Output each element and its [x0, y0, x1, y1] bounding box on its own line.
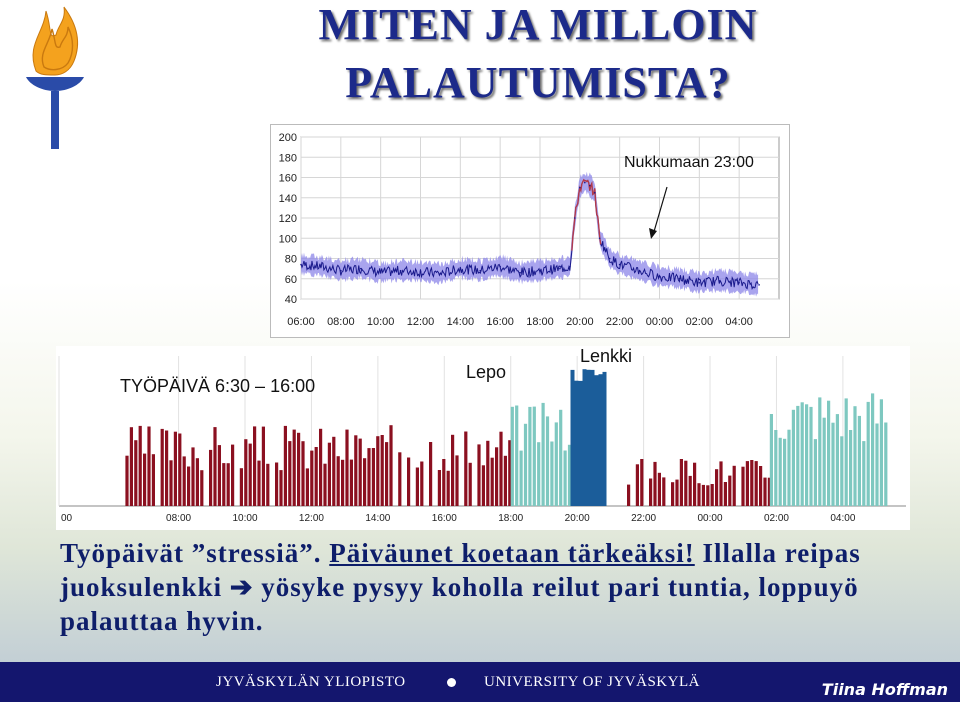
activity-bar-recovery [796, 406, 799, 506]
activity-bar-exercise [591, 370, 595, 506]
caption-part-run: Illalla reipas juoksulenkki [60, 538, 861, 602]
activity-bar-stress [719, 461, 722, 506]
activity-x-tick-label: 22:00 [631, 513, 657, 524]
activity-bar-stress [341, 460, 344, 506]
activity-bar-stress [165, 431, 168, 507]
heart-rate-point [460, 268, 462, 270]
activity-bar-stress [279, 470, 282, 506]
activity-bar-stress [169, 460, 172, 506]
activity-bar-exercise [575, 381, 579, 506]
activity-bar-recovery [849, 430, 852, 506]
activity-bar-recovery [853, 406, 856, 506]
torch-icon [26, 7, 84, 149]
activity-bar-stress [183, 456, 186, 506]
activity-bar-recovery [779, 438, 782, 506]
activity-bar-stress [469, 463, 472, 506]
activity-bar-recovery [559, 410, 562, 506]
activity-bar-stress [495, 447, 498, 506]
heart-rate-point [594, 192, 596, 194]
activity-bar-stress [407, 458, 410, 507]
activity-bar-stress [504, 456, 507, 506]
activity-bar-recovery [550, 442, 553, 507]
activity-bar-stress [310, 451, 313, 506]
activity-bar-stress [389, 425, 392, 506]
activity-bar-recovery [867, 402, 870, 506]
activity-bar-stress [728, 476, 731, 506]
activity-bar-exercise [583, 369, 587, 506]
activity-bar-stress [482, 465, 485, 506]
activity-bar-stress [337, 456, 340, 506]
activity-bar-stress [332, 437, 335, 506]
label-rest: Lepo [466, 362, 507, 382]
heart-rate-point [400, 270, 402, 272]
annotation-bedtime: Nukkumaan 23:00 [624, 154, 754, 171]
university-torch-logo [22, 5, 88, 151]
activity-bar-recovery [546, 416, 549, 506]
activity-bar-stress [196, 458, 199, 506]
activity-bar-recovery [880, 399, 883, 506]
activity-bar-stress [636, 464, 639, 506]
activity-bar-stress [244, 439, 247, 506]
x-tick-label: 20:00 [566, 316, 594, 328]
slide-title: MITEN JA MILLOIN PALAUTUMISTA? [318, 0, 758, 107]
activity-bar-stress [359, 439, 362, 506]
activity-bar-stress [486, 441, 489, 506]
activity-bar-stress [640, 459, 643, 506]
activity-bar-exercise [603, 372, 607, 506]
label-run: Lenkki [580, 346, 633, 366]
activity-bar-stress [367, 448, 370, 506]
heart-rate-point [659, 276, 661, 278]
activity-bar-stress [627, 485, 630, 506]
activity-bar-recovery [520, 451, 523, 506]
activity-bar-recovery [805, 404, 808, 506]
activity-bar-recovery [564, 451, 567, 507]
heart-rate-point [758, 284, 760, 286]
heart-rate-point [440, 273, 442, 275]
activity-x-tick-label: 10:00 [232, 513, 258, 524]
activity-bar-stress [209, 450, 212, 506]
activity-bar-stress [724, 482, 727, 506]
activity-bar-stress [152, 454, 155, 506]
activity-bar-exercise [595, 375, 599, 506]
activity-bar-stress [301, 441, 304, 506]
heart-rate-point [479, 270, 481, 272]
activity-bar-stress [266, 464, 269, 506]
activity-bar-stress [759, 466, 762, 506]
activity-bar-recovery [537, 442, 540, 506]
activity-bar-stress [249, 444, 252, 506]
activity-bar-stress [675, 480, 678, 506]
activity-bar-stress [741, 467, 744, 506]
activity-bar-stress [240, 468, 243, 506]
heart-rate-point [340, 270, 342, 272]
activity-bar-stress [750, 460, 753, 506]
activity-bar-recovery [533, 407, 536, 506]
heart-rate-point [579, 187, 581, 189]
label-workday: TYÖPÄIVÄ 6:30 – 16:00 [120, 376, 316, 396]
activity-bar-exercise [587, 370, 591, 506]
activity-bar-stress [649, 479, 652, 507]
activity-bar-stress [288, 441, 291, 506]
activity-bar-stress [227, 463, 230, 506]
activity-bar-recovery [515, 406, 518, 507]
y-tick-label: 100 [278, 233, 297, 246]
activity-bar-stress [350, 460, 353, 506]
footer-bar [0, 662, 960, 702]
activity-bar-stress [178, 434, 181, 507]
heart-rate-point [584, 182, 586, 184]
activity-bar-stress [130, 427, 133, 506]
activity-bar-stress [319, 429, 322, 506]
activity-bar-stress [293, 430, 296, 506]
activity-bar-stress [372, 448, 375, 506]
y-tick-label: 40 [284, 294, 297, 306]
y-tick-label: 60 [284, 273, 297, 286]
activity-bar-stress [438, 470, 441, 506]
activity-bar-stress [451, 435, 454, 506]
x-tick-label: 18:00 [526, 316, 554, 328]
activity-bar-stress [345, 430, 348, 506]
activity-bar-stress [715, 469, 718, 506]
x-tick-label: 10:00 [366, 316, 395, 328]
slide-caption [60, 536, 940, 638]
activity-bar-stress [328, 443, 331, 506]
activity-bar-stress [702, 485, 705, 506]
activity-bar-stress [464, 432, 467, 507]
y-tick-label: 200 [278, 132, 297, 144]
y-tick-label: 180 [278, 152, 297, 165]
x-tick-label: 04:00 [725, 316, 753, 328]
activity-x-tick-label: 08:00 [166, 513, 192, 524]
activity-bar-stress [257, 461, 260, 506]
torch-stem-icon [51, 91, 59, 149]
heart-rate-point [699, 282, 701, 284]
footer-university-en: UNIVERSITY OF JYVÄSKYLÄ [484, 674, 700, 690]
activity-bar-stress [381, 435, 384, 506]
x-tick-label: 22:00 [605, 316, 634, 328]
activity-bar-stress [746, 461, 749, 506]
activity-bar-stress [161, 429, 164, 506]
activity-bar-stress [442, 459, 445, 506]
x-tick-label: 06:00 [287, 316, 315, 328]
heart-rate-point [380, 272, 382, 274]
activity-bar-stress [455, 455, 458, 506]
activity-bar-stress [684, 461, 687, 506]
activity-bar-recovery [875, 424, 878, 507]
x-tick-label: 16:00 [486, 316, 514, 328]
activity-bar-stress [697, 483, 700, 506]
activity-bar-stress [662, 477, 665, 506]
activity-bar-exercise [571, 370, 575, 506]
heart-rate-point [599, 237, 601, 239]
activity-bar-stress [706, 485, 709, 506]
heart-rate-point [539, 270, 541, 272]
activity-bar-stress [139, 426, 142, 506]
activity-bar-stress [200, 470, 203, 506]
activity-bar-recovery [809, 407, 812, 506]
activity-bar-stress [671, 482, 674, 506]
activity-bar-stress [125, 456, 128, 506]
x-tick-label: 12:00 [406, 316, 435, 328]
activity-bar-recovery [801, 402, 804, 506]
heart-rate-point [499, 266, 501, 268]
heart-rate-point [574, 217, 576, 219]
activity-bar-recovery [823, 418, 826, 506]
activity-bar-stress [733, 466, 736, 506]
activity-bar-stress [755, 461, 758, 506]
heart-rate-point [320, 266, 322, 268]
activity-bar-stress [134, 440, 137, 506]
activity-bar-recovery [511, 407, 514, 506]
activity-x-tick-label: 16:00 [431, 513, 457, 524]
activity-x-tick-label: 14:00 [365, 513, 391, 524]
activity-bar-stress [385, 442, 388, 506]
activity-chart-svg [56, 346, 910, 530]
heart-rate-point [360, 268, 362, 270]
heart-rate-point [718, 280, 720, 282]
activity-bar-recovery [836, 414, 839, 506]
activity-bar-recovery [862, 441, 865, 506]
footer-university-fi: JYVÄSKYLÄN YLIOPISTO [216, 674, 406, 690]
activity-bar-stress [187, 467, 190, 507]
activity-bar-stress [174, 432, 177, 506]
activity-bar-stress [363, 458, 366, 506]
y-tick-label: 120 [278, 213, 297, 225]
footer-author: Tiina Hoffman [821, 680, 948, 699]
activity-bar-stress [398, 452, 401, 506]
activity-bar-stress [653, 462, 656, 506]
activity-x-tick-label: 02:00 [763, 513, 789, 524]
heart-rate-chart [270, 124, 790, 338]
activity-bar-recovery [555, 422, 558, 506]
activity-bar-stress [491, 458, 494, 506]
caption-part-night: yösyke pysyy koholla reilut pari tuntia, loppuyö palauttaa hyvin. [60, 572, 859, 636]
x-tick-label: 02:00 [685, 316, 714, 328]
heart-rate-point [679, 278, 681, 280]
activity-bar-recovery [542, 403, 545, 506]
activity-bar-stress [297, 433, 300, 506]
activity-chart [56, 346, 910, 530]
torch-bowl-icon [26, 77, 84, 91]
activity-x-tick-label: 00 [61, 513, 73, 524]
footer-dot-icon [447, 678, 456, 687]
activity-bar-recovery [871, 393, 874, 506]
activity-bar-stress [262, 427, 265, 506]
activity-bar-stress [275, 463, 278, 507]
heart-rate-point [619, 264, 621, 266]
activity-bar-recovery [831, 423, 834, 506]
heart-rate-point [559, 268, 561, 270]
activity-bar-exercise [599, 374, 603, 506]
x-tick-label: 00:00 [645, 316, 674, 328]
activity-bar-recovery [787, 430, 790, 506]
activity-bar-recovery [792, 410, 795, 506]
heart-rate-point [420, 271, 422, 273]
activity-bar-stress [689, 476, 692, 506]
activity-bar-stress [680, 459, 683, 506]
activity-bar-stress [213, 427, 216, 506]
heart-rate-point [589, 185, 591, 187]
heart-rate-point [569, 266, 571, 268]
arrow-right-icon: ➔ [229, 572, 254, 602]
heart-rate-point [609, 258, 611, 260]
activity-bar-stress [222, 463, 225, 506]
activity-bar-stress [420, 462, 423, 507]
activity-bar-stress [231, 445, 234, 506]
activity-bar-stress [763, 478, 766, 506]
x-tick-label: 08:00 [327, 316, 355, 328]
y-tick-label: 80 [284, 253, 297, 266]
activity-bar-stress [253, 426, 256, 506]
activity-bar-stress [284, 426, 287, 506]
activity-bar-stress [429, 442, 432, 506]
activity-bar-recovery [858, 416, 861, 506]
heart-rate-point [300, 264, 302, 266]
activity-bar-recovery [774, 430, 777, 506]
activity-bar-recovery [827, 401, 830, 506]
x-tick-label: 14:00 [446, 316, 475, 328]
activity-bar-stress [191, 447, 194, 506]
activity-x-tick-label: 00:00 [697, 513, 723, 524]
activity-x-tick-label: 18:00 [498, 513, 524, 524]
y-tick-label: 140 [278, 192, 297, 205]
heart-rate-point [519, 272, 521, 274]
activity-bar-stress [354, 435, 357, 506]
activity-bar-stress [143, 454, 146, 506]
heart-rate-chart-svg [271, 125, 789, 337]
activity-bar-stress [477, 444, 480, 506]
activity-bar-recovery [528, 407, 531, 506]
activity-bar-stress [306, 468, 309, 506]
activity-bar-recovery [818, 397, 821, 506]
activity-bar-stress [218, 445, 221, 506]
y-tick-label: 160 [278, 172, 297, 185]
activity-bar-recovery [783, 439, 786, 506]
activity-x-tick-label: 20:00 [564, 513, 590, 524]
caption-part-naps: Päiväunet koetaan tärkeäksi! [329, 538, 695, 568]
activity-bar-recovery [840, 436, 843, 506]
activity-bar-stress [447, 471, 450, 506]
activity-bar-recovery [845, 398, 848, 506]
activity-x-tick-label: 12:00 [298, 513, 324, 524]
activity-bar-exercise [579, 381, 583, 506]
activity-bar-stress [693, 463, 696, 506]
activity-bar-stress [147, 427, 150, 507]
caption-part-workdays: Työpäivät ”stressiä”. [60, 538, 330, 568]
activity-bar-recovery [814, 439, 817, 506]
activity-bar-recovery [770, 414, 773, 506]
activity-x-tick-label: 04:00 [830, 513, 856, 524]
activity-bar-recovery [884, 423, 887, 507]
heart-rate-point [738, 282, 740, 284]
activity-bar-stress [315, 447, 318, 506]
activity-bar-stress [658, 473, 661, 506]
activity-bar-stress [711, 484, 714, 506]
activity-bar-stress [499, 432, 502, 506]
activity-bar-stress [323, 464, 326, 506]
heart-rate-point [639, 270, 641, 272]
activity-bar-recovery [524, 424, 527, 506]
activity-bar-stress [376, 436, 379, 506]
activity-bar-stress [416, 468, 419, 507]
